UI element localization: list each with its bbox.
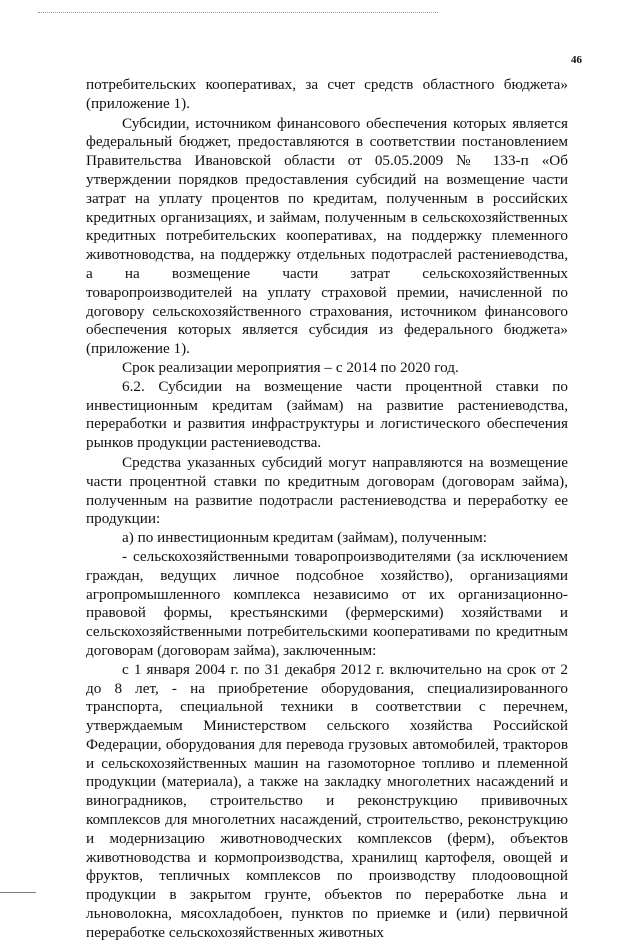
- document-body: [86, 76, 568, 943]
- paragraph-recipients: - сельскохозяйственными товаропроизводителями (за исключением граждан, ведущих личное подсобное хозяйство), организациями агропромышленного комплекса независимо от их организационно-правовой формы, крестьянскими (фермерскими) хозяйствами и сельскохозяйственными потребительскими кооперативами по кредитным договорам (договорам займа), заключенным:: [86, 547, 568, 659]
- scan-artifact-top-line: [38, 12, 438, 13]
- paragraph-federal-subsidies: Субсидии, источником финансового обеспечения которых является федеральный бюджет, предоставляются в соответствии постановлением Правительства Ивановской области от 05.05.2009 № 133-п «Об утверждении порядков предоставления субсидий на возмещение части затрат на уплату процентов по кредитам, полученным в российских кредитных организациях, и займам, полученным в сельскохозяйственных кредитных потребительских кооперативах, на поддержку племенного животноводства, на поддержку отдельных подотраслей растениеводства, а на возмещение части затрат сельскохозяйственных товаропроизводителей на уплату страховой премии, начисленной по договору сельскохозяйственного страхования, источником финансового обеспечения которых является субсидия из федерального бюджета» (приложение 1).: [86, 114, 568, 358]
- paragraph-implementation-period: Срок реализации мероприятия – с 2014 по 2020 год.: [122, 358, 459, 376]
- scan-artifact-bottom-line: [0, 892, 36, 893]
- paragraph-subsidy-directions: Средства указанных субсидий могут направляются на возмещение части процентной ставки по кредитным договорам (договорам займа), полученным на развитие подотрасли растениеводства и переработку ее продукции:: [86, 453, 568, 528]
- paragraph-section-6-2: 6.2. Субсидии на возмещение части процентной ставки по инвестиционным кредитам (займам) на развитие растениеводства, переработки и развития инфраструктуры и логистического обеспечения рынков продукции растениеводства.: [86, 377, 568, 452]
- paragraph-continuation: потребительских кооперативах, за счет средств областного бюджета» (приложение 1).: [86, 76, 568, 112]
- paragraph-item-a: а) по инвестиционным кредитам (займам), полученным:: [122, 529, 487, 547]
- paragraph-loan-terms: с 1 января 2004 г. по 31 декабря 2012 г. включительно на срок от 2 до 8 лет, - на приобретение оборудования, специализированного транспорта, специальной техники в соответствии с перечнем, утверждаемым Министерством сельского хозяйства Российской Федерации, оборудования для перевода грузовых автомобилей, тракторов и сельскохозяйственных машин на газомоторное топливо и племенной продукции (материала), а также на закладку многолетних насаждений и виноградников, строительство и реконструкцию прививочных комплексов для многолетних насаждений, строительство, реконструкцию и модернизацию животноводческих комплексов (ферм), объектов животноводства и кормопроизводства, хранилищ картофеля, овощей и фруктов, тепличных комплексов по производству плодоовощной продукции в закрытом грунте, объектов по переработке льна и льноволокна, мясохладобоен, пунктов по приемке и (или) первичной переработке сельскохозяйственных животных: [86, 660, 568, 941]
- page-number: 46: [571, 54, 582, 66]
